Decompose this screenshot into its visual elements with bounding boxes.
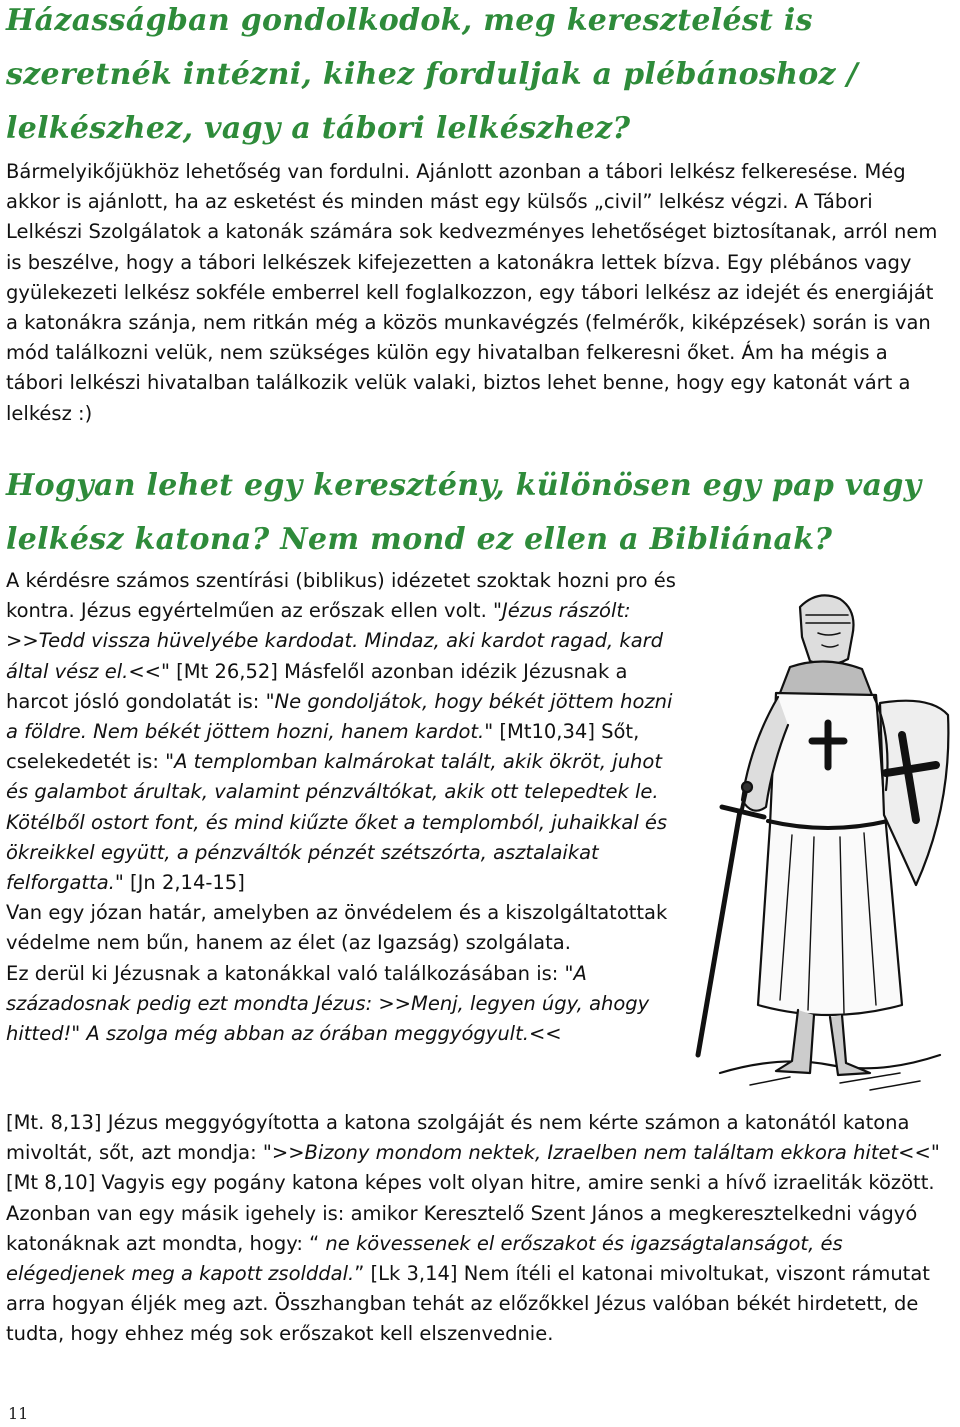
quote-jn-2-14: A templomban kalmárokat talált, akik ökröt, juhot és galambot árultak, valamint pénzváltókat, akik ott telepedtek le. Kötélből ostort font, és mind kiűzte őket a templomból, juhaikkal és ökreikkel együtt, a pénzváltók pénzét szétszórta, asztalaikat felforgatta. xyxy=(6,750,668,895)
text-segment: Van egy józan határ, amelyben az önvédelem és a kiszolgáltatottak védelme nem bűn, hanem az élet (az Igazság) szolgálata. xyxy=(6,901,668,955)
paragraph-centurion-faith xyxy=(6,1108,954,1350)
quote-lk-3-14: ne kövessenek el erőszakot és igazságtalanságot, és elégedjenek meg a kapott zsolddal. xyxy=(6,1231,843,1286)
paragraph-chaplain-advice: Bármelyikőjükhöz lehetőség van fordulni. Ajánlott azonban a tábori lelkész felkeresése. Még akkor is ajánlott, ha az esketést és minden mást egy külsős „civil” lelkész végzi. A Tábori Lelkészi Szolgálatok a katonák számára sok kedvezményes lehetőséget biztosítanak, arról nem is beszélve, hogy a tábori lelkészek kifejezetten a katonákra lettek bízva. Egy plébános vagy gyülekezeti lelkész sokféle emberrel kell foglalkozzon, egy tábori lelkész az idejét és energiáját a katonákra szánja, nem ritkán még a közös munkavégzés (felmérők, kiképzések) során is van mód találkozni velük, nem szükséges külön egy hivatalban felkeresni őket. Ám ha mégis a tábori lelkészi hivatalban találkozik velük valaki, biztos lehet benne, hogy egy katonát várt a lelkész :) xyxy=(6,160,938,425)
text-segment: " [Mt 8,10] Vagyis egy pogány katona képes volt olyan hitre, amire senki a hívő izraeliták között. Azonban van egy másik igehely is: amikor Keresztelő Szent János a megkeresztelkedni vágyó katonáknak azt mondta, hogy: “ xyxy=(6,1141,940,1255)
text-segment: ” [Lk 3,14] Nem ítéli el katonai mivoltukat, viszont rámutat arra hogyan éljék meg azt. Összhangban tehát az előzőkkel Jézus valóban békét hirdetett, de tudta, hogy ehhez még sok erőszakot kell elszenvednie. xyxy=(6,1262,930,1346)
text-segment: Ez derül ki Jézusnak a katonákkal való találkozásában is: " xyxy=(6,961,574,985)
paragraph-scripture-quotes xyxy=(6,566,686,1049)
text-segment: A kérdésre számos szentírási (biblikus) idézetet szoktak hozni pro és kontra. Jézus egyértelműen az erőszak ellen volt. " xyxy=(6,569,676,623)
page-number: 11 xyxy=(8,1404,29,1423)
crusader-knight-illustration xyxy=(680,585,955,1100)
quote-mt-8-10: >>Bizony mondom nektek, Izraelben nem találtam ekkora hitet<< xyxy=(271,1141,931,1165)
text-segment: [Mt. 8,13] Jézus meggyógyította a katona szolgáját és nem kérte számon a katonától katona mivoltát, sőt, azt mondja: " xyxy=(6,1111,910,1165)
quote-mt-10-34: Ne gondoljátok, hogy békét jöttem hozni a földre. Nem békét jöttem hozni, hanem kardot. xyxy=(6,689,673,744)
quote-mt-26-52: Jézus rászólt: >>Tedd vissza hüvelyébe kardodat. Mindaz, aki kardot ragad, kard által vész el.<< xyxy=(6,599,664,683)
heading-christian-soldier: Hogyan lehet egy keresztény, különösen egy pap vagy lelkész katona? Nem mond ez ellen a Bibliának? xyxy=(6,468,922,557)
heading-marriage-baptism: Házasságban gondolkodok, meg keresztelést is szeretnék intézni, kihez forduljak a plébánoshoz / lelkészhez, vagy a tábori lelkészhez? xyxy=(6,3,858,146)
text-segment: " [Mt10,34] Sőt, cselekedetét is: " xyxy=(6,720,640,774)
text-segment: " [Jn 2,14-15] xyxy=(114,871,245,895)
text-segment: " [Mt 26,52] Másfelől azonban idézik Jézusnak a harcot jósló gondolatát is: " xyxy=(6,659,628,713)
quote-mt-8-13: A századosnak pedig ezt mondta Jézus: >>Menj, legyen úgy, ahogy hitted!" A szolga még abban az órában meggyógyult.<< xyxy=(6,961,650,1046)
